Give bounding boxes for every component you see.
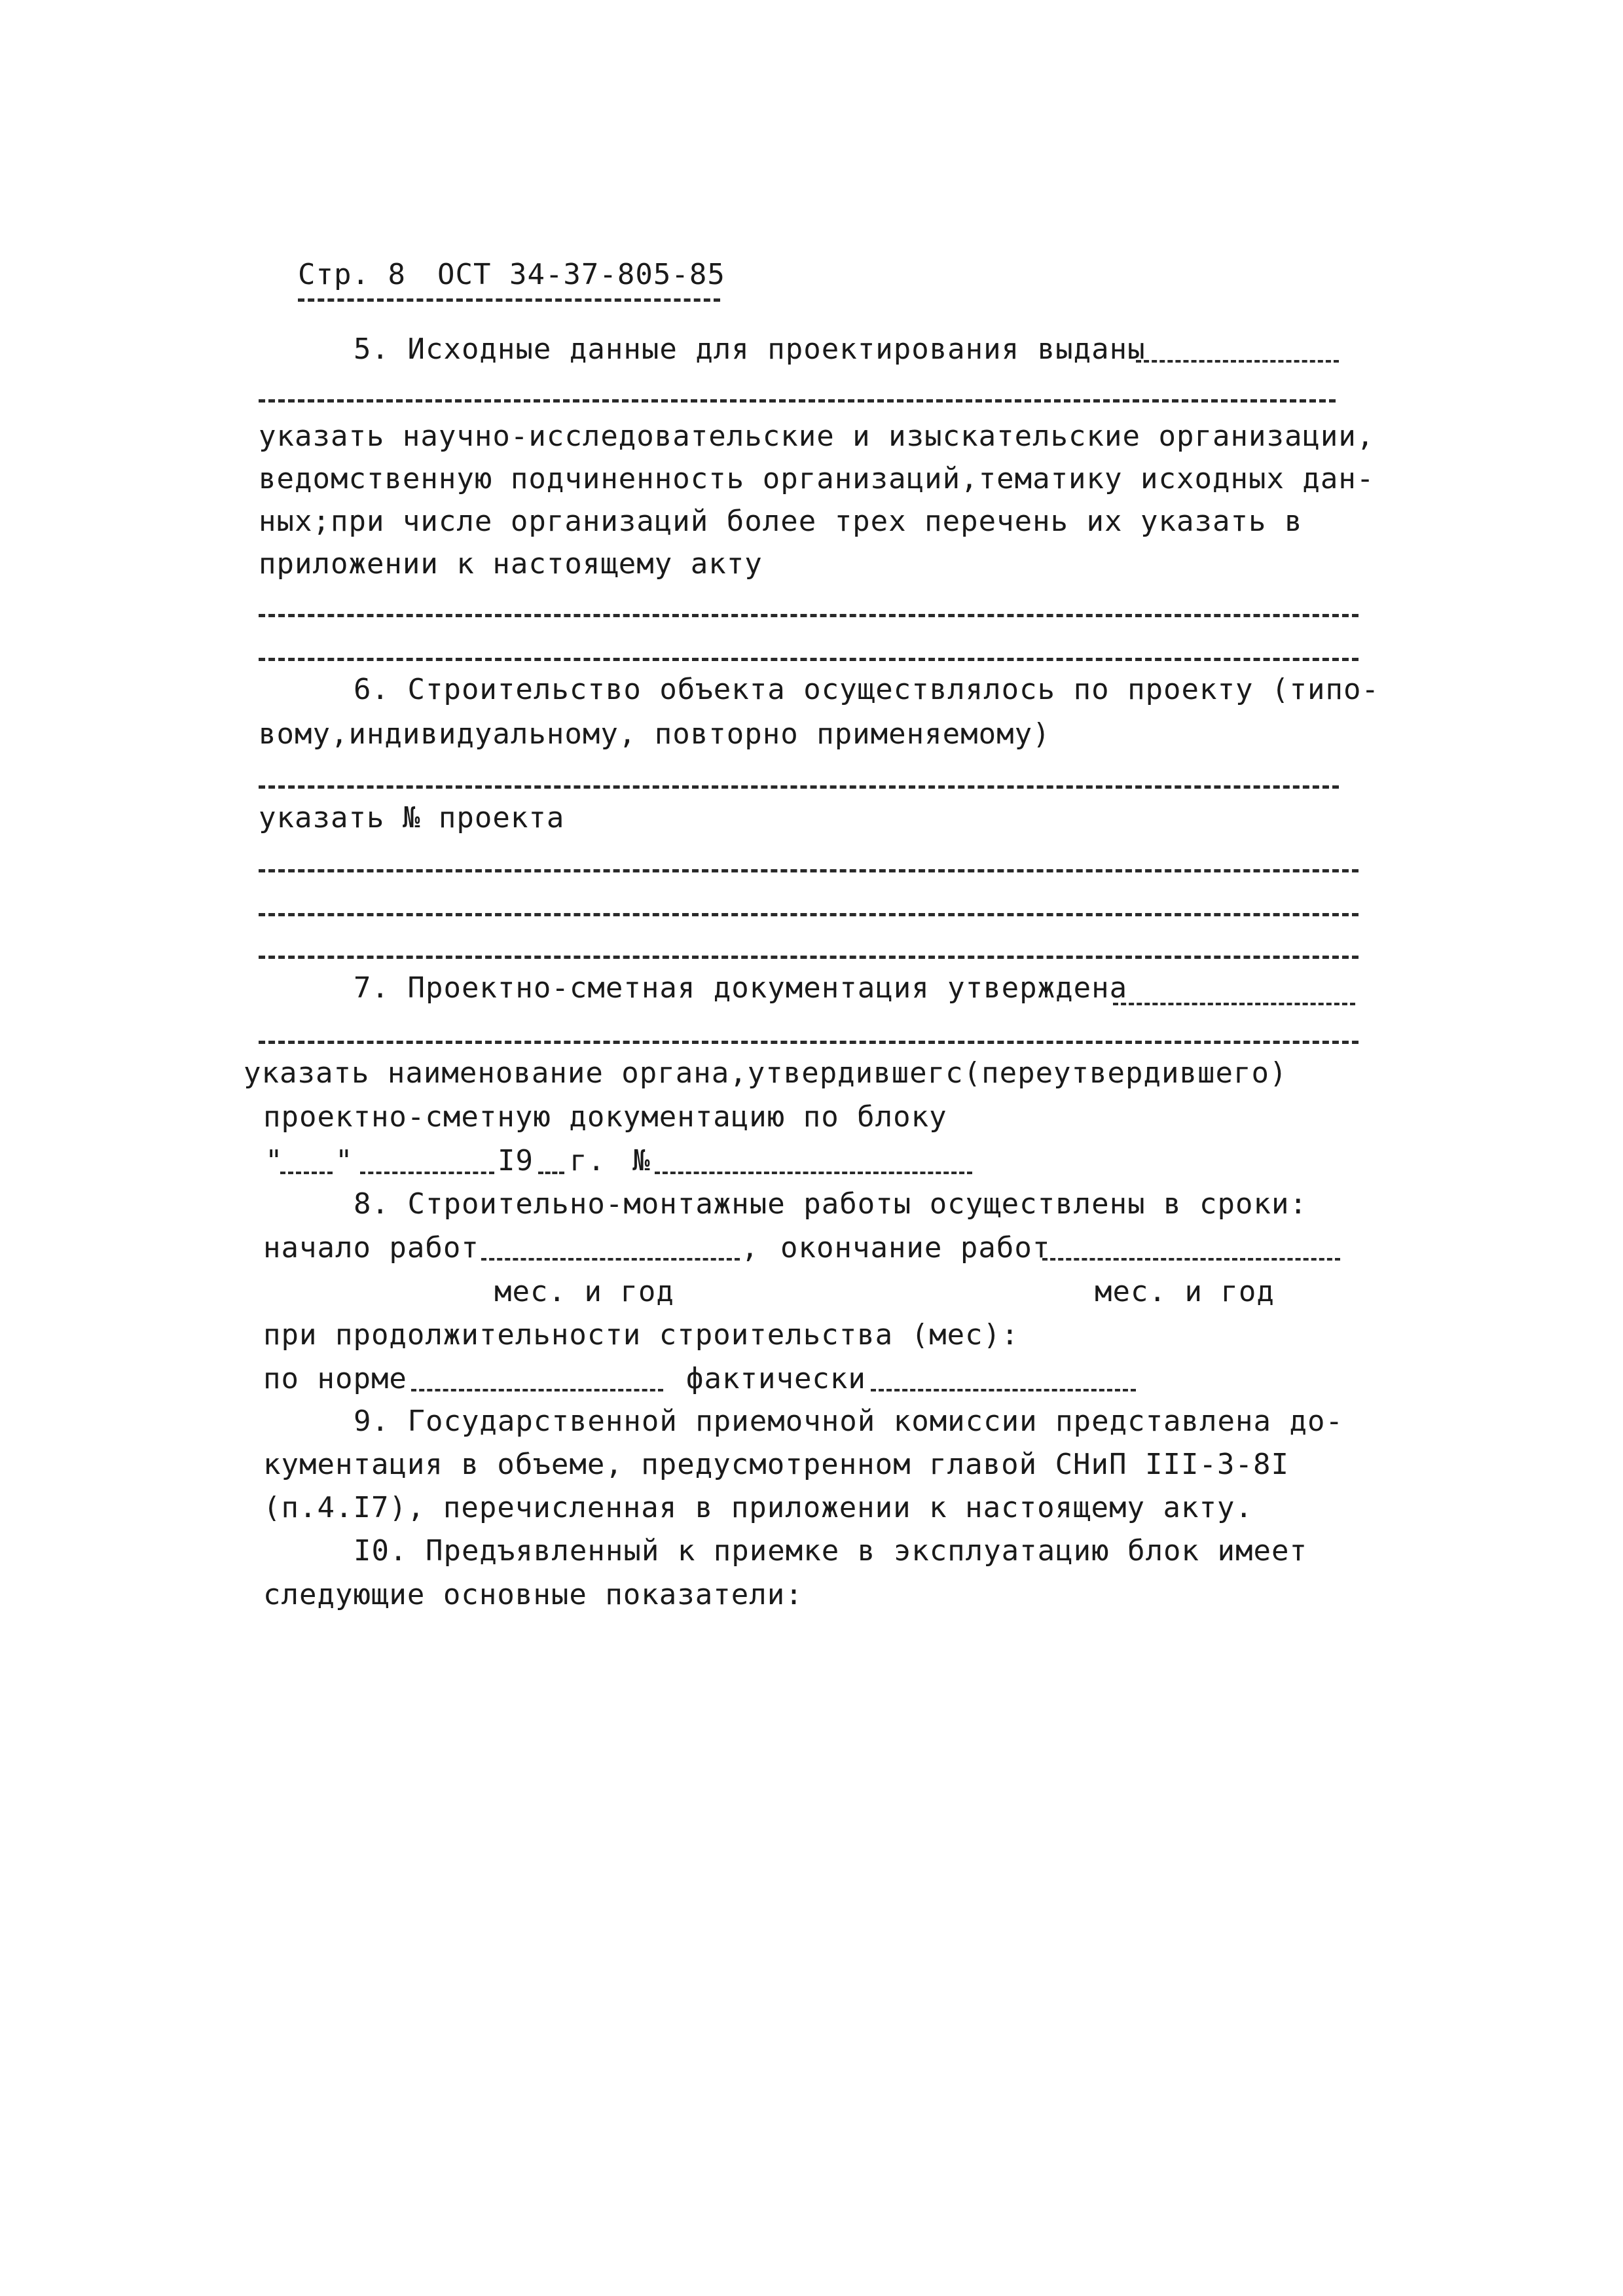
item6-blank-line-2 <box>259 869 1359 872</box>
year-suffix: г. <box>570 1144 606 1177</box>
header-underline <box>298 298 720 302</box>
page-number: Стр. 8 <box>298 258 406 291</box>
end-label: окончание работ <box>780 1231 1051 1265</box>
start-date-line <box>481 1258 740 1261</box>
item7-blank-line <box>259 1041 1359 1044</box>
standard-code: ОСТ 34-37-805-85 <box>437 258 725 291</box>
item10-line-1: I0. Предъявленный к приемке в эксплуатацию блок имеет <box>354 1534 1307 1568</box>
item9-line-2: кументация в объеме, предусмотренном главой СНиП III-3-8I <box>263 1448 1289 1481</box>
item5-note-line-4: приложении к настоящему акту <box>259 547 763 581</box>
start-hint: мес. и год <box>494 1275 674 1308</box>
item5-note-line-2: ведомственную подчиненность организаций,тематику исходных дан- <box>259 462 1375 495</box>
year-line <box>538 1172 564 1174</box>
item10-line-2: следующие основные показатели: <box>263 1578 803 1611</box>
item5-blank-line-2 <box>259 614 1359 617</box>
actual-label: фактически <box>686 1362 866 1395</box>
item9-line-1: 9. Государственной приемочной комиссии представлена до- <box>354 1405 1343 1438</box>
duration-label: при продолжительности строительства (мес): <box>263 1318 1019 1352</box>
item9-line-3: (п.4.I7), перечисленная в приложении к настоящему акту. <box>263 1491 1253 1524</box>
norm-label: по норме <box>263 1362 407 1395</box>
item5-note-line-1: указать научно-исследовательские и изыскательские организации, <box>259 420 1375 453</box>
actual-line <box>871 1389 1136 1391</box>
item5-fill-line <box>1136 360 1339 363</box>
item6-blank-line-3 <box>259 913 1359 916</box>
item6-line-2: вому,индивидуальному, повторно применяемому) <box>259 717 1051 751</box>
item7-title: 7. Проектно-сметная документация утверждена <box>354 971 1128 1005</box>
number-line <box>655 1172 972 1174</box>
end-hint: мес. и год <box>1095 1275 1275 1308</box>
comma: , <box>741 1231 759 1265</box>
start-label: начало работ <box>263 1231 479 1265</box>
date-quote-close: " <box>335 1144 354 1177</box>
item7-note-line-2: проектно-сметную документацию по блоку <box>263 1100 947 1134</box>
item7-fill-line <box>1113 1003 1355 1005</box>
year-prefix: I9 <box>498 1144 534 1177</box>
item6-note: указать № проекта <box>259 801 565 834</box>
item5-blank-line-3 <box>259 658 1359 661</box>
item7-note-line-1: указать наименование органа,утвердившегс(переутвердившего) <box>244 1056 1288 1090</box>
date-day-line <box>280 1172 333 1174</box>
end-date-line <box>1042 1258 1340 1261</box>
item8-title: 8. Строительно-монтажные работы осуществлены в сроки: <box>354 1187 1307 1221</box>
norm-line <box>411 1389 663 1391</box>
item5-title: 5. Исходные данные для проектирования выданы <box>354 332 1146 366</box>
date-quote-open: " <box>265 1144 283 1177</box>
item6-line-1: 6. Строительство объекта осуществлялось по проекту (типо- <box>354 673 1379 706</box>
item5-note-line-3: ных;при числе организаций более трех перечень их указать в <box>259 505 1303 538</box>
item5-blank-line <box>259 399 1336 403</box>
number-sign: № <box>632 1144 651 1177</box>
item6-blank-line-4 <box>259 956 1359 959</box>
date-month-line <box>360 1172 494 1174</box>
item6-blank-line <box>259 785 1339 789</box>
